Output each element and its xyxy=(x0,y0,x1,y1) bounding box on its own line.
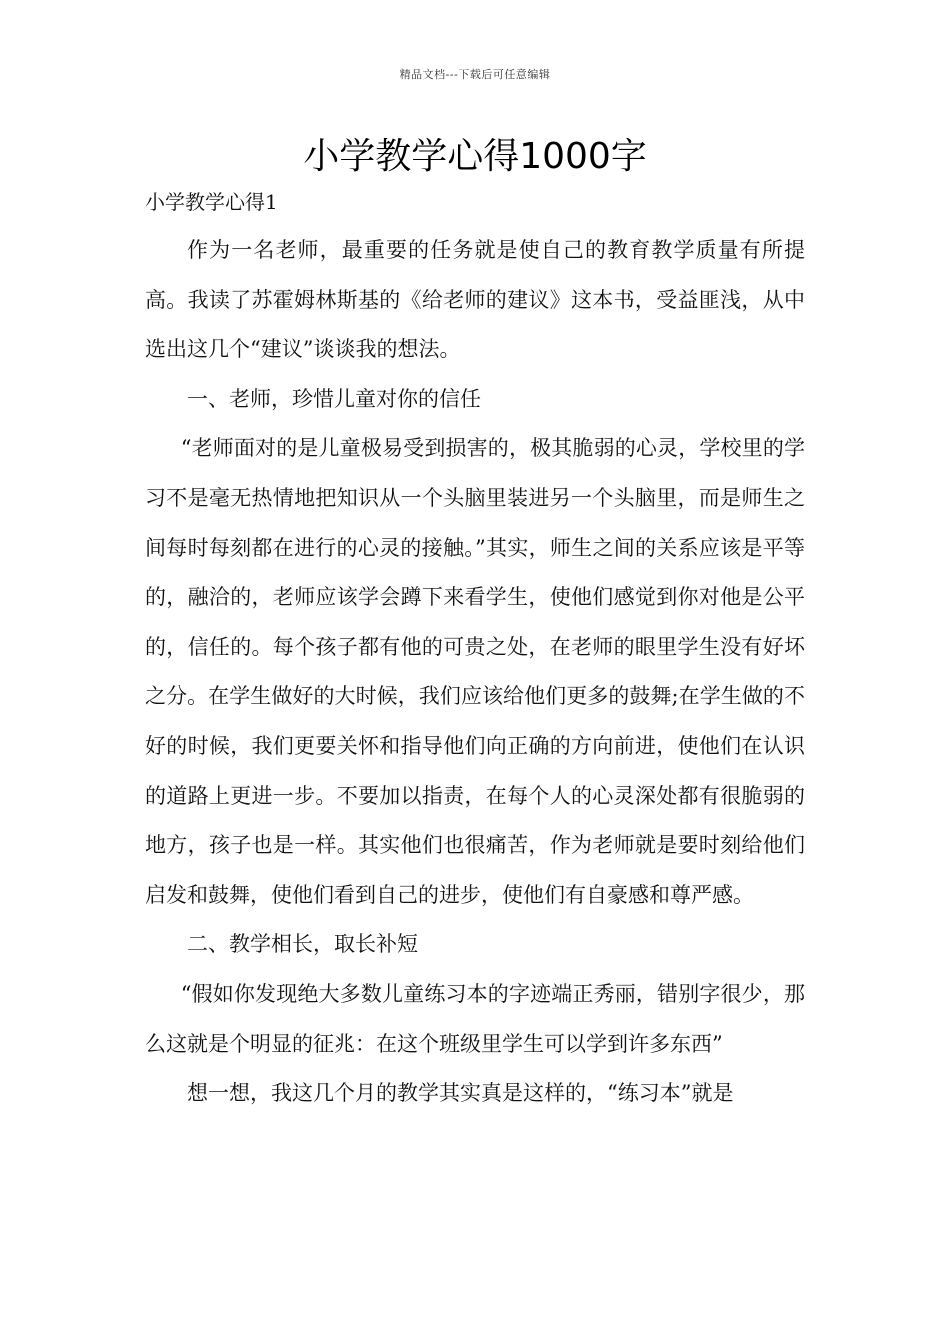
page-title: 小学教学心得1000字 xyxy=(303,136,647,177)
paragraph-reflection: 想一想，我这几个月的教学其实真是这样的，“练习本”就是 xyxy=(187,1081,734,1106)
body-text xyxy=(145,226,805,1119)
section-heading-1: 一、老师，珍惜儿童对你的信任 xyxy=(187,386,481,411)
section-heading-2: 二、教学相长，取长补短 xyxy=(187,932,418,957)
header-note: 精品文档---下载后可任意编辑 xyxy=(399,68,551,81)
paragraph-intro: 作为一名老师，最重要的任务就是使自己的教育教学质量有所提高。我读了苏霍姆林斯基的《给老师的建议》这本书，受益匪浅，从中选出这几个“建议”谈谈我的想法。 xyxy=(145,238,805,362)
section-subtitle: 小学教学心得1 xyxy=(145,190,278,214)
paragraph-quote-notebook: “假如你发现绝大多数儿童练习本的字迹端正秀丽，错别字很少，那么这就是个明显的征兆：在这个班级里学生可以学到许多东西” xyxy=(145,981,805,1056)
paragraph-trust: “老师面对的是儿童极易受到损害的，极其脆弱的心灵，学校里的学习不是毫无热情地把知识从一个头脑里装进另一个头脑里，而是师生之间每时每刻都在进行的心灵的接触。”其实，师生之间的关系应该是平等的，融洽的，老师应该学会蹲下来看学生，使他们感觉到你对他是公平的，信任的。每个孩子都有他的可贵之处，在老师的眼里学生没有好坏之分。在学生做好的大时候，我们应该给他们更多的鼓舞;在学生做的不好的时候，我们更要关怀和指导他们向正确的方向前进，使他们在认识的道路上更进一步。不要加以指责，在每个人的心灵深处都有很脆弱的地方，孩子也是一样。其实他们也很痛苦，作为老师就是要时刻给他们启发和鼓舞，使他们看到自己的进步，使他们有自豪感和尊严感。 xyxy=(145,436,805,907)
